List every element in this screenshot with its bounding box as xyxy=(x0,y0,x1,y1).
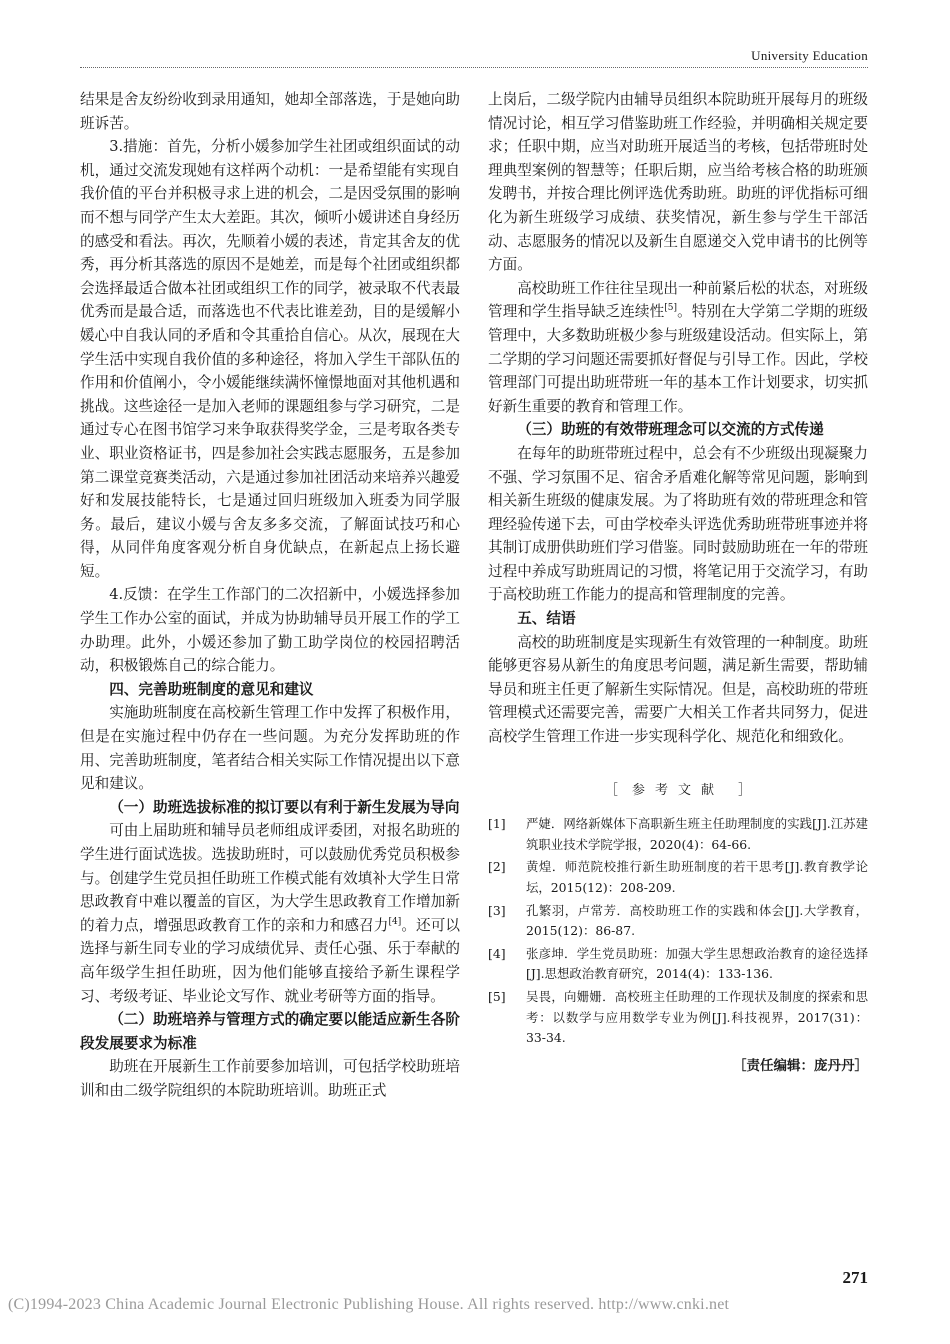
paragraph: 3.措施：首先，分析小媛参加学生社团或组织面试的动机，通过交流发现她有这样两个动机：一是希望能有实现自我价值的平台并积极寻求上进的机会，二是因受氛围的影响而不想与同学产生太大差距。其次，倾听小媛讲述自身经历的感受和看法。再次，先顺着小媛的表述，肯定其舍友的优秀，再分析其落选的原因不是她差，而是每个社团或组织都会选择最适合做本社团或组织工作的同学，被录取不代表最优秀而是最合适，而落选也不代表比谁差劲，目的是缓解小媛心中自我认同的矛盾和令其重拾自信心。从次，展现在大学生活中实现自我价值的多种途径，将加入学生干部队伍的作用和价值阐小，令小媛能继续满怀憧憬地面对其他机遇和挑战。这些途径一是加入老师的课题组参与学习研究，二是通过专心在图书馆学习来争取获得奖学金，三是考取各类专业、职业资格证书，四是参加社会实践志愿服务，五是参加第二课堂竞赛类活动，六是通过参加社团活动来培养兴趣爱好和发展技能特长，七是通过回归班级加入班委为同学服务。最后，建议小媛与舍友多多交流，了解面试技巧和心得，从同伴角度客观分析自身优缺点，在新起点上扬长避短。 xyxy=(80,138,460,580)
left-column xyxy=(80,88,460,1103)
bracket-open: ［ xyxy=(604,782,618,798)
citation-marker[interactable]: [5] xyxy=(664,303,678,314)
paragraph: 上岗后，二级学院内由辅导员组织本院助班开展每月的班级情况讨论，相互学习借鉴助班工作经验，并明确相关规定要求；任职中期，应当对助班开展适当的考核，包括带班时处理典型案例的智慧等；任职后期，应当给考核合格的助班颁发聘书，并按合理比例评选优秀助班。助班的评优指标可细化为新生班级学习成绩、获奖情况，新生参与学生干部活动、志愿服务的情况以及新生自愿递交入党申请书的比例等方面。 xyxy=(488,91,868,274)
subsection-heading: （一）助班选拔标准的拟订要以有利于新生发展为导向 xyxy=(109,798,460,816)
references-heading-text: 参考文献 xyxy=(631,782,724,798)
paragraph: 高校助班工作往往呈现出一种前紧后松的状态，对班级管理和学生指导缺乏连续性[5]。特别在大学第二学期的班级管理中，大多数助班极少参与班级建设活动。但实际上，第二学期的学习问题还需要抓好督促与引导工作。因此，学校管理部门可提出助班带班一年的基本工作计划要求，切实抓好新生重要的教育和管理工作。 xyxy=(488,279,868,415)
subsection-heading: （二）助班培养与管理方式的确定要以能适应新生各阶段发展要求为标准 xyxy=(80,1011,460,1052)
responsible-editor: ［责任编辑：庞丹丹］ xyxy=(733,1057,868,1074)
paragraph: 结果是舍友纷纷收到录用通知，她却全部落选，于是她向助班诉苦。 xyxy=(80,91,460,132)
section-heading: 四、完善助班制度的意见和建议 xyxy=(109,680,314,698)
reference-item: [4] 张彦坤．学生党员助班：加强大学生思想政治教育的途径选择[J].思想政治教育研究，2014(4)：133-136. xyxy=(488,945,868,982)
reference-item: [1] 严婕．网络新媒体下高职新生班主任助理制度的实践[J].江苏建筑职业技术学院学报，2020(4)：64-66. xyxy=(488,816,868,852)
paragraph: 高校的助班制度是实现新生有效管理的一种制度。助班能够更容易从新生的角度思考问题，满足新生需要，帮助辅导员和班主任更了解新生实际情况。但是，高校助班的带班管理模式还需要完善，需要广大相关工作者共同努力，促进高校学生管理工作进一步实现科学化、规范化和细致化。 xyxy=(488,633,868,746)
reference-item: [2] 黄煌．师范院校推行新生助班制度的若干思考[J].教育教学论坛，2015(12)：208-209. xyxy=(488,859,868,895)
references-heading xyxy=(545,779,811,803)
citation-marker[interactable]: [4] xyxy=(388,916,402,927)
paragraph: 助班在开展新生工作前要参加培训，可包括学校助班培训和由二级学院组织的本院助班培训。助班正式 xyxy=(80,1058,460,1099)
paragraph: 可由上届助班和辅导员老师组成评委团，对报名助班的学生进行面试选拔。选拔助班时，可以鼓励优秀党员积极参与。创建学生党员担任助班工作模式能有效填补大学生日常思政教育中难以覆盖的盲区，为大学生思政教育工作增加新的着力点，增强思政教育工作的亲和力和感召力[4]。还可以选择与新生同专业的学习成绩优异、责任心强、乐于奉献的高年级学生担任助班，因为他们能够直接给予新生课程学习、考级考证、毕业论文写作、就业考研等方面的指导。 xyxy=(80,822,460,1005)
page-number: 271 xyxy=(842,1268,868,1287)
reference-item: [5] 吴畏，向姗姗．高校班主任助理的工作现状及制度的探索和思考：以数学与应用数学专业为例[J].科技视界，2017(31)：33-34. xyxy=(488,988,868,1046)
section-heading: 五、结语 xyxy=(517,610,576,628)
paragraph: 4.反馈：在学生工作部门的二次招新中，小媛选择参加学生工作办公室的面试，并成为协助辅导员开展工作的学工办助理。此外，小媛还参加了勤工助学岗位的校园招聘活动，积极锻炼自己的综合能力。 xyxy=(80,586,460,675)
reference-list xyxy=(488,814,868,1049)
reference-item: [3] 孔繁羽，卢常芳．高校助班工作的实践和体会[J].大学教育，2015(12)：86-87. xyxy=(488,902,868,939)
bracket-close: ］ xyxy=(738,782,752,798)
paragraph: 实施助班制度在高校新生管理工作中发挥了积极作用，但是在实施过程中仍存在一些问题。为充分发挥助班的作用、完善助班制度，笔者结合相关实际工作情况提出以下意见和建议。 xyxy=(80,704,460,793)
journal-header-title: University Education xyxy=(751,48,868,63)
header-divider xyxy=(80,67,868,68)
copyright-footer: (C)1994-2023 China Academic Journal Electronic Publishing House. All rights reserved. http://www.cnki.net xyxy=(8,1296,730,1313)
paragraph: 在每年的助班带班过程中，总会有不少班级出现凝聚力不强、学习氛围不足、宿舍矛盾难化解等常见问题，影响到相关新生班级的健康发展。为了将助班有效的带班理念和管理经验传递下去，可由学校牵头评选优秀助班带班事迹并将其制订成册供助班们学习借鉴。同时鼓励助班在一年的带班过程中养成写助班周记的习惯，将笔记用于交流学习，有助于高校助班工作能力的提高和管理制度的完善。 xyxy=(488,444,868,604)
right-column xyxy=(488,88,868,1078)
subsection-heading: （三）助班的有效带班理念可以交流的方式传递 xyxy=(517,421,824,439)
